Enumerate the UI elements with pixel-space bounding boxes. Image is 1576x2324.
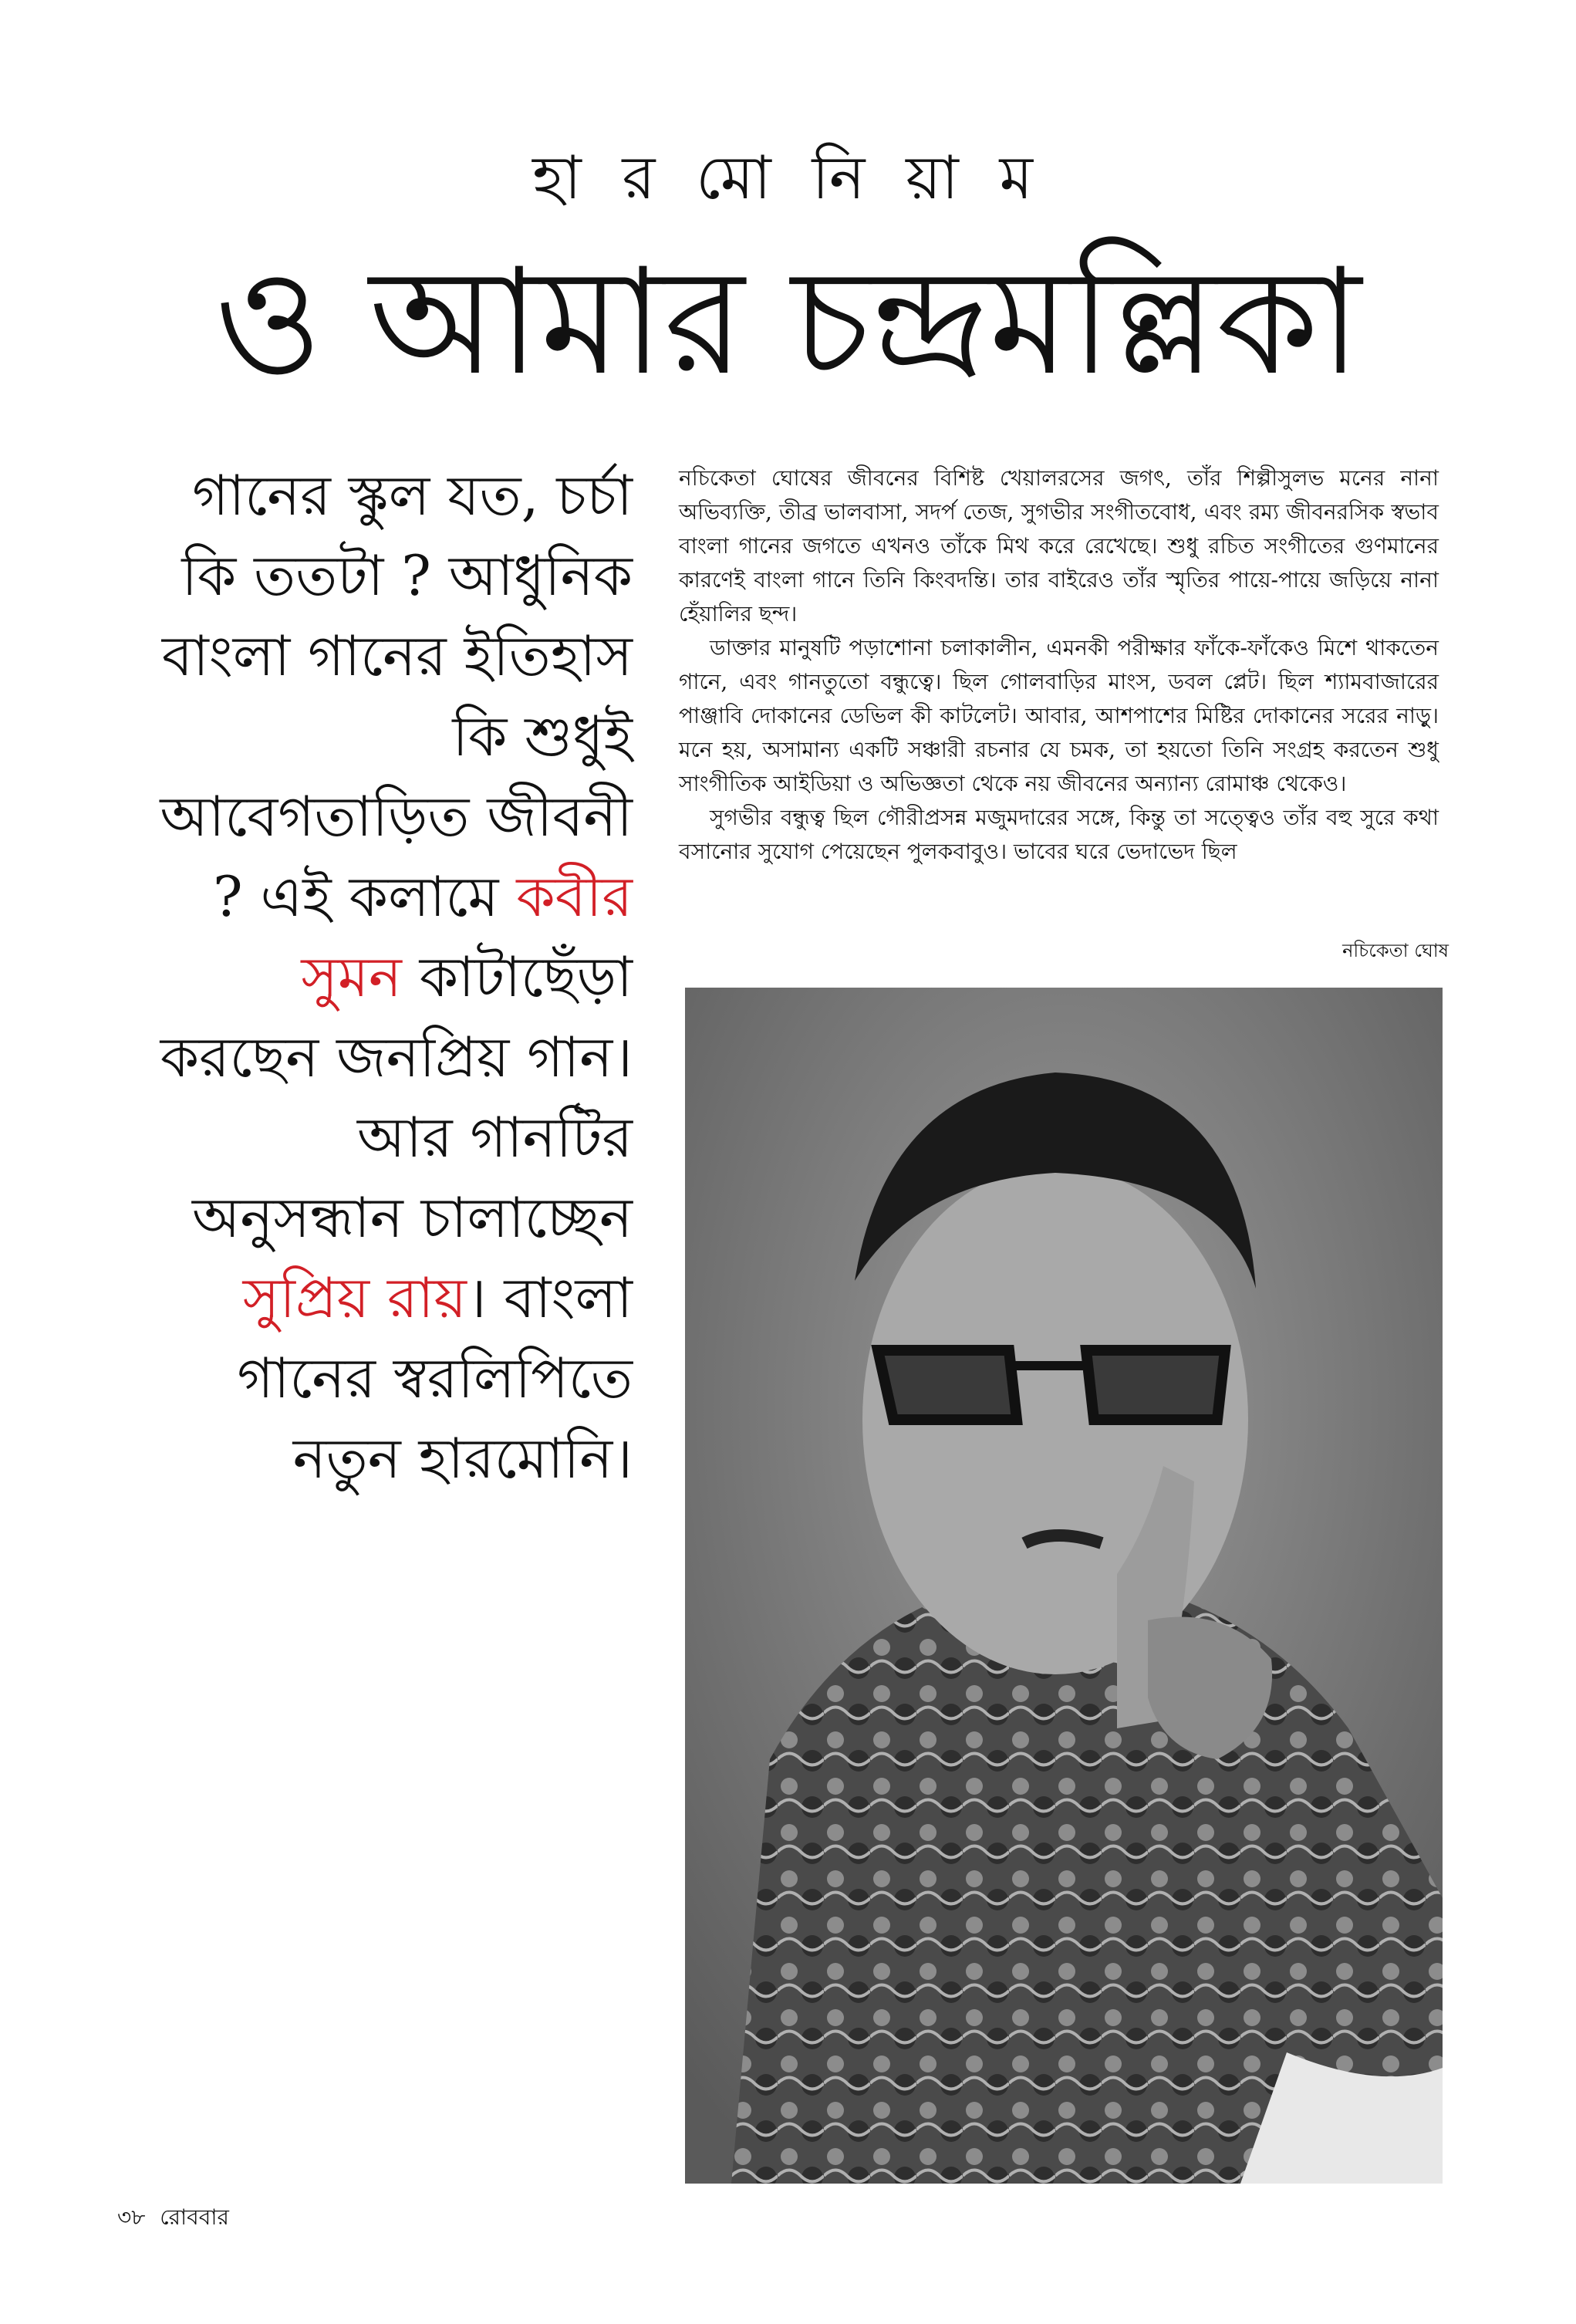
article-body: [679, 461, 1439, 869]
author-name: কবীর সুমন: [301, 864, 633, 1009]
portrait-photo: [685, 988, 1443, 2184]
headline: ও আমার চন্দ্রমল্লিকা: [214, 237, 1362, 407]
page-number: ৩৮: [117, 2204, 146, 2230]
page-folio: [117, 2204, 237, 2230]
standfirst-text-3: । বাংলা গানের স্বরলিপিতে নতুন হারমোনি।: [237, 1265, 633, 1491]
magazine-name: রোববার: [160, 2204, 229, 2230]
body-paragraph-2: ডাক্তার মানুষটি পড়াশোনা চলাকালীন, এমনকী পরীক্ষার ফাঁকে-ফাঁকেও মিশে থাকতেন গানে, এবং গানতুতো বন্ধুত্বে। ছিল গোলবাড়ির মাংস, ডবল প্লেট। ছিল শ্যামবাজারের পাঞ্জাবি দোকানের ডেভিল কী কাটলেট। আবার, আশপাশের মিষ্টির দোকানের সরের নাড়ু। মনে হয়, অসামান্য একটি সঞ্চারী রচনার যে চমক, তা হয়তো তিনি সংগ্রহ করতেন শুধু সাংগীতিক আইডিয়া ও অভিজ্ঞতা থেকে নয় জীবনের অন্যান্য রোমাঞ্চ থেকেও।: [679, 635, 1439, 796]
standfirst: [139, 455, 633, 1498]
standfirst-text-1: গানের স্কুল যত, চর্চা কি ততটা ? আধুনিক বাংলা গানের ইতিহাস কি শুধুই আবেগতাড়িত জীবনী ? এই কলামে: [160, 463, 633, 929]
photo-caption: নচিকেতা ঘোষ: [1342, 940, 1449, 961]
portrait-illustration: [685, 988, 1443, 2184]
section-kicker: হা র মো নি য়া ম: [532, 144, 1044, 213]
researcher-name: সুপ্রিয় রায়: [242, 1265, 467, 1330]
standfirst-text-2: কাটাছেঁড়া করছেন জনপ্রিয় গান। আর গানটির অনুসন্ধান চালাচ্ছেন: [160, 944, 633, 1250]
body-paragraph-3: সুগভীর বন্ধুত্ব ছিল গৌরীপ্রসন্ন মজুমদারের সঙ্গে, কিন্তু তা সত্ত্বেও তাঁর বহু সুরে কথা বসানোর সুযোগ পেয়েছেন পুলকবাবুও। ভাবের ঘরে ভেদাভেদ ছিল: [679, 805, 1439, 864]
body-paragraph-1: নচিকেতা ঘোষের জীবনের বিশিষ্ট খেয়ালরসের জগৎ, তাঁর শিল্পীসুলভ মনের নানা অভিব্যক্তি, তীব্র ভালবাসা, সদর্প তেজ, সুগভীর সংগীতবোধ, এবং রম্য জীবনরসিক স্বভাব বাংলা গানের জগতে এখনও তাঁকে মিথ করে রেখেছে। শুধু রচিত সংগীতের গুণমানের কারণেই বাংলা গানে তিনি কিংবদন্তি। তার বাইরেও তাঁর স্মৃতির পায়ে-পায়ে জড়িয়ে নানা হেঁয়ালির ছন্দ।: [679, 465, 1439, 627]
